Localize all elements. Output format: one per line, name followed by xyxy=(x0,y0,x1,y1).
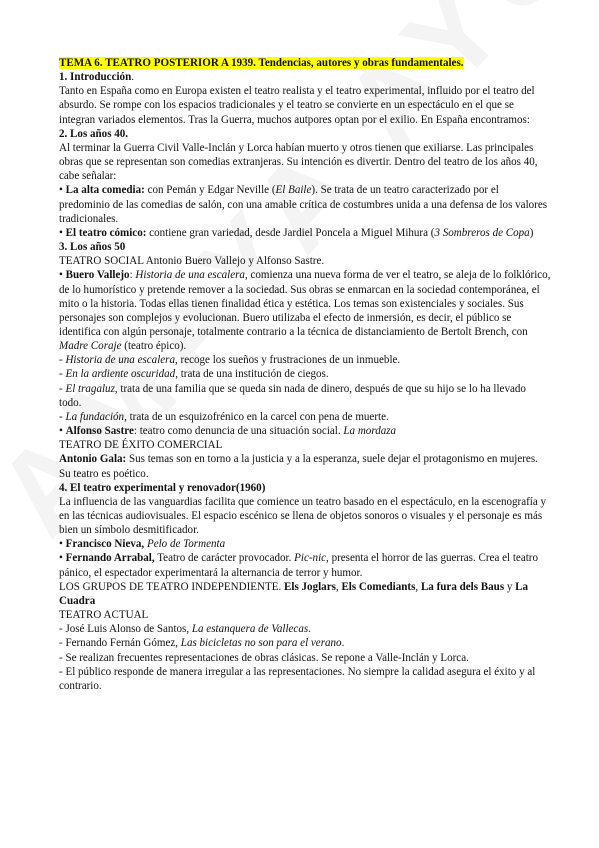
work-title: El tragaluz xyxy=(65,382,115,395)
work-title: Pelo de Tormenta xyxy=(146,538,226,551)
independent-groups-line xyxy=(59,580,551,608)
bullet-text: : xyxy=(129,269,136,282)
bullet-mark: • xyxy=(59,538,66,551)
bullet-label: La alta comedia: xyxy=(65,184,145,197)
group-name: La fura dels Baus xyxy=(420,580,505,593)
section-1-heading: 1. Introducción xyxy=(59,71,132,84)
bullet-text: ). Se trata de un teatro caracterizado por el predominio de las comedias de salón, con una amable crítica de costumbres unida a una defensa de los valores tradicionales. xyxy=(59,184,548,225)
work-title: El Baile xyxy=(275,184,312,197)
document-body xyxy=(59,56,551,693)
bullet-mark: • xyxy=(59,552,66,565)
group-name: La Cuadra xyxy=(59,580,529,607)
bullet-text: , presenta el horror de las guerras. Crea el teatro pánico, el espectador experimentará la alternancia de terror y humor. xyxy=(59,552,538,579)
bullet-text: con Pemán y Edgar Neville ( xyxy=(144,184,276,197)
bullet-alfonso-sastre xyxy=(59,424,551,438)
work-title: Historia de una escalera xyxy=(135,269,245,282)
bullet-text: : teatro como denuncia de una situación social. xyxy=(133,425,344,438)
actual-text: - José Luis Alonso de Santos, xyxy=(59,623,192,636)
bullet-francisco-nieva xyxy=(59,537,551,551)
work-dash: - xyxy=(59,368,66,381)
bullet-label: Alfonso Sastre xyxy=(65,425,134,438)
bullet-mark: • xyxy=(59,425,66,438)
author-text: Sus temas son en torno a la justicia y a la esperanza, suele dejar el protagonismo en mujeres. Su teatro es poético. xyxy=(59,453,538,480)
work-title: La mordaza xyxy=(343,425,397,438)
work-item xyxy=(59,353,551,367)
work-desc: , trata de una familia que se queda sin nada de dinero, después de que su hijo se lo ha llevado todo. xyxy=(59,382,526,409)
bullet-label: El teatro cómico: xyxy=(65,226,147,239)
work-desc: , trata de una institución de ciegos. xyxy=(175,368,329,381)
actual-item xyxy=(59,622,551,636)
bullet-text: (teatro épico). xyxy=(121,340,187,353)
work-title: La fundación, xyxy=(65,410,127,423)
bullet-mark: • xyxy=(59,184,66,197)
groups-sep: y xyxy=(504,580,516,593)
bullet-fernando-arrabal xyxy=(59,551,551,579)
antonio-gala-line xyxy=(59,452,551,480)
teatro-comercial-line: TEATRO DE ÉXITO COMERCIAL xyxy=(59,439,223,452)
work-dash: - xyxy=(59,410,66,423)
document-title: TEMA 6. TEATRO POSTERIOR A 1939. Tendencias, autores y obras fundamentales. xyxy=(59,57,464,69)
bullet-buero-vallejo xyxy=(59,268,551,353)
work-title: 3 Sombreros de Copa xyxy=(434,226,530,239)
bullet-teatro-comico xyxy=(59,226,551,240)
section-1-heading-line xyxy=(59,70,551,84)
bullet-text: , comienza una nueva forma de ver el teatro, se aleja de lo folklórico, de lo humorístico y pretende remover a la sociedad. Sus obras se enmarcan en la sociedad contemporánea, el mito o la historia. Todas ellas tienen finalidad ética y estética. Los temas son existenciales y sociales. Sus personajes son complejos y evolucionan. Buero utilizaba el efecto de inmersión, es decir, el público se identifica con algún personaje, totalmente contrario a la técnica de distanciamiento de Bertolt Brench, con xyxy=(59,269,551,338)
work-title: Pic-nic xyxy=(294,552,327,565)
bullet-label: Fernando Arrabal, xyxy=(65,552,155,565)
work-item xyxy=(59,367,551,381)
work-title: Madre Coraje xyxy=(59,340,122,353)
actual-text: . xyxy=(308,623,311,636)
work-item xyxy=(59,410,551,424)
bullet-text: Teatro de carácter provocador. xyxy=(154,552,295,565)
work-title: Las bicicletas no son para el verano xyxy=(180,637,342,650)
heading-period: . xyxy=(131,71,134,84)
section-2-body: Al terminar la Guerra Civil Valle-Inclán y Lorca habían muerto y otros tienen que exiliarse. Las principales obras que se representan son comedias extranjeras. Su intención es divertir. Dentro del teatro de los años 40, cabe señalar: xyxy=(59,141,538,183)
actual-item: - El público responde de manera irregular a las representaciones. No siempre la calidad asegura el éxito y al contrario. xyxy=(59,665,536,692)
section-4-heading: 4. El teatro experimental y renovador(1960) xyxy=(59,481,266,494)
work-dash: - xyxy=(59,382,66,395)
bullet-label: Francisco Nieva, xyxy=(65,538,145,551)
bullet-mark: • xyxy=(59,226,66,239)
group-name: Els Comediants xyxy=(341,580,416,593)
work-item xyxy=(59,382,551,410)
section-3-heading: 3. Los años 50 xyxy=(59,241,126,254)
bullet-mark: • xyxy=(59,269,66,282)
work-dash: - xyxy=(59,354,66,367)
work-title: En la ardiente oscuridad xyxy=(65,368,176,381)
section-2-heading: 2. Los años 40. xyxy=(59,127,129,140)
bullet-label: Buero Vallejo xyxy=(65,269,130,282)
work-title: La estanquera de Vallecas xyxy=(191,623,309,636)
section-4-body: La influencia de las vanguardias facilita que comience un teatro basado en el espectáculo, en la escenografía y en las técnicas audiovisuales. El espacio escénico se llena de objetos sonoros o visuales y el personaje es más bien un símbolo desmitificador. xyxy=(59,495,547,537)
bullet-alta-comedia xyxy=(59,183,551,225)
actual-text: - Fernando Fernán Gómez, xyxy=(59,637,181,650)
teatro-actual-line: TEATRO ACTUAL xyxy=(59,609,149,622)
groups-text: LOS GRUPOS DE TEATRO INDEPENDIENTE. xyxy=(59,580,285,593)
document-title-line xyxy=(59,56,551,70)
work-desc: , recoge los sueños y frustraciones de un inmueble. xyxy=(175,354,401,367)
work-title: Historia de una escalera xyxy=(65,354,175,367)
bullet-text: contiene gran variedad, desde Jardiel Poncela a Miguel Mihura ( xyxy=(146,226,435,239)
teatro-social-line: TEATRO SOCIAL Antonio Buero Vallejo y Alfonso Sastre. xyxy=(59,255,325,268)
section-1-body: Tanto en España como en Europa existen el teatro realista y el teatro experimental, influido por el teatro del absurdo. Se rompe con los espacios tradicionales y el teatro se convierte en un espectáculo en el que se integran variados elementos. Tras la Guerra, muchos autpores optan por el exilio. En España encontramos: xyxy=(59,85,535,126)
actual-item: - Se realizan frecuentes representaciones de obras clásicas. Se repone a Valle-Inclán y Lorca. xyxy=(59,651,469,664)
group-name: Els Joglars xyxy=(284,580,336,593)
author-label: Antonio Gala: xyxy=(59,453,127,466)
bullet-text: ) xyxy=(529,226,534,239)
groups-sep: , xyxy=(415,580,421,593)
work-desc: trata de un esquizofrénico en la carcel con pena de muerte. xyxy=(126,410,389,423)
actual-text: . xyxy=(341,637,345,650)
groups-sep: , xyxy=(335,580,342,593)
actual-item xyxy=(59,636,551,650)
